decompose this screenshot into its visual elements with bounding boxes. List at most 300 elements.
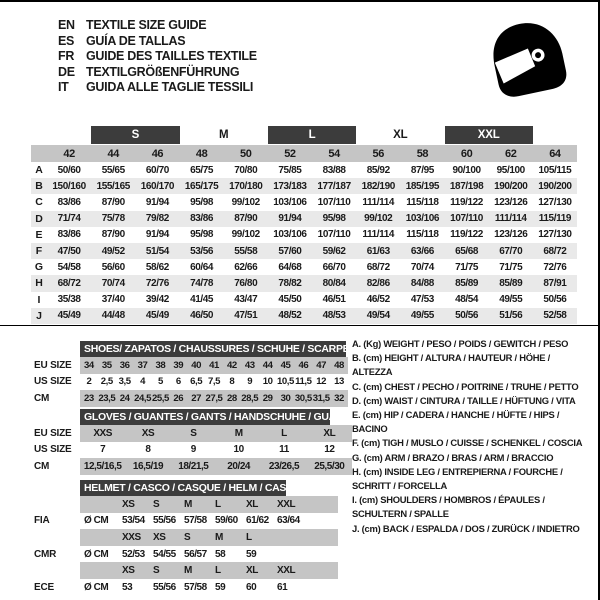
table-title: SHOES/ ZAPATOS / CHAUSSURES / SCHUHE / SCARPE [80,341,346,357]
cell-value: 44/48 [101,310,125,322]
cell-value: 85/89 [455,277,479,289]
cell-value: 70/74 [410,261,434,273]
cell-value: 83/86 [190,213,214,225]
size-label: M [184,565,192,577]
cell-value: 59 [246,548,257,560]
language-code: DE [58,64,75,79]
cell-value: 32 [334,392,344,404]
cell-value: 28,5 [241,392,259,404]
cell-value: 24 [119,392,130,404]
cell-value: 3,5 [118,376,131,388]
row-label: H [35,277,43,290]
cell-value: 55/65 [101,164,125,176]
size-group-m: M [218,129,229,141]
language-row [58,49,257,65]
cell-value: 84/88 [410,277,434,289]
cell-value: XS [141,427,155,439]
row-label-spacer [31,145,47,162]
cell-value: 5 [157,376,163,388]
cell-value: 87/90 [101,229,125,241]
row-cells [80,546,338,563]
table-title: HELMET / CASCO / CASQUE / HELM / CASCO [80,480,286,496]
cell-value: 60/70 [145,164,169,176]
cell-value: 10 [233,444,244,456]
cell-value: 155/165 [96,180,130,192]
cell-value: 187/198 [449,180,484,192]
row-label: CM [34,460,50,472]
language-title-list [58,18,257,96]
row-cells [80,529,338,546]
cell-value: 54/58 [57,261,81,273]
size-label: S [153,498,160,510]
language-code: FR [58,49,75,63]
cell-value: 83/86 [57,229,81,241]
cell-value: 45 [280,359,291,371]
cell-value: 56/60 [101,261,125,273]
cell-value: 70/74 [101,277,125,289]
cell-value: 111/114 [494,213,527,225]
cell-value: 23 [84,392,94,404]
cell-value: 41/45 [190,294,214,306]
legend-item: D. (cm) WAIST / CINTURA / TAILLE / HÜFTUNG / VITA [352,394,576,406]
language-row [58,18,257,34]
cell-value: XXS [93,427,112,439]
size-label: XS [122,565,135,577]
cell-value: 59/60 [215,515,238,527]
cell-value: 40 [191,359,202,371]
textile-size-table [31,126,577,324]
cell-value: 177/187 [317,180,351,192]
cell-value: 10 [262,376,273,388]
measurement-legend [352,337,590,536]
cell-value: 91/94 [145,196,169,208]
row-cells [80,442,352,459]
language-title: GUIDA ALLE TAGLIE TESSILI [86,80,254,94]
column-header: 46 [151,147,164,160]
cell-value: 91/94 [278,213,302,225]
cell-value: 66/70 [322,261,346,273]
cell-value: 85/89 [499,277,523,289]
cell-value: 123/126 [494,229,528,241]
cell-value: 27 [191,392,202,404]
column-header: 60 [460,147,473,160]
cell-value: 95/98 [190,196,214,208]
cell-value: 60 [246,581,257,593]
cell-value: 2 [86,376,92,388]
table-row [31,194,577,210]
cell-value: 56/57 [184,548,207,560]
cell-value: 39/42 [145,294,169,306]
cell-value: 87/95 [410,164,434,176]
cell-value: 26 [173,392,184,404]
size-label: L [215,498,221,510]
row-label: I [37,293,41,306]
size-group-s: S [91,126,179,144]
cell-value: 7,5 [207,376,220,388]
legend-item: A. (Kg) WEIGHT / PESO / POIDS / GEWITCH / PESO [352,338,569,349]
cell-value: 6 [175,376,181,388]
row-label: US SIZE [34,444,72,456]
row-cells [80,496,338,513]
column-header: 48 [195,147,208,160]
table-row [34,357,348,374]
language-row [58,80,257,96]
cell-value: 74/78 [190,277,214,289]
row-label: US SIZE [34,376,72,388]
cell-value: 42 [226,359,237,371]
column-header: 56 [372,147,384,160]
cell-value: 107/110 [450,213,483,225]
size-label: L [246,531,252,543]
legend-item: E. (cm) HIP / CADERA / HANCHE / HÜFTE / HIPS / BACINO [352,409,560,435]
cell-value: 9 [247,376,253,388]
cell-value: 61 [277,581,288,593]
language-title: GUÍA DE TALLAS [86,33,186,48]
cell-value: 25,5 [151,392,169,404]
row-label: D [35,212,43,225]
cell-value: 115/118 [406,229,439,241]
language-code: ES [58,33,75,48]
cell-value: 2,5 [100,376,113,388]
size-label: L [215,565,221,577]
language-title: GUIDE DES TAILLES TEXTILE [86,49,257,63]
table-row [31,292,577,308]
cell-value: 83/86 [57,196,81,208]
cell-value: 103/106 [273,229,307,241]
cell-value: 170/180 [229,180,263,192]
cell-value: 79/82 [145,213,169,225]
size-label: XL [246,565,258,577]
language-title: TEXTILE SIZE GUIDE [86,18,207,32]
section-divider [0,325,600,327]
row-cells [80,562,338,579]
row-label [34,529,80,546]
cell-value: 150/160 [52,180,86,192]
cell-value: 35/38 [57,294,81,306]
table-row [31,178,577,194]
table-title: GLOVES / GUANTES / GANTS / HANDSCHUHE / GUANTI [80,409,330,425]
cell-value: 87/90 [234,213,258,225]
cell-value: 49/52 [101,245,125,257]
size-label: S [184,531,191,543]
cell-value: 53 [122,581,133,593]
cell-value: 127/130 [538,196,572,208]
cell-value: 23,5 [98,392,116,404]
legend-item: F. (cm) TIGH / MUSLO / CUISSE / SCHENKEL / COSCIA [352,437,583,449]
legend-item: H. (cm) INSIDE LEG / ENTREPIERNA / FOURCHE / SCHRITT / FORCELLA [352,465,563,492]
cell-value: 82/86 [366,277,390,289]
table-row [34,425,352,442]
cell-value: 111/114 [362,229,395,241]
cell-value: 24,5 [134,392,151,404]
cell-value: 127/130 [538,229,572,241]
unit-label: Ø CM [84,548,109,560]
legend-item: B. (cm) HEIGHT / ALTURA / HAUTEUR / HÖHE / ALTEZZA [352,352,551,378]
row-cells [80,513,338,530]
cell-value: 59/62 [322,245,346,257]
cell-value: 47/50 [57,245,81,257]
cell-value: 51/54 [145,245,169,257]
cell-value: 50/60 [57,164,81,176]
cell-value: 46 [298,359,309,371]
row-label: A [35,164,43,177]
cell-value: M [234,427,243,439]
cell-value: 46/52 [366,294,390,306]
unit-label: Ø CM [84,515,109,527]
row-cells [80,390,348,407]
size-label: M [215,531,223,543]
cell-value: 57/58 [184,581,207,593]
cell-value: 68/72 [57,277,81,289]
cell-value: 57/60 [278,245,302,257]
cell-value: 43 [244,359,255,371]
table-row [34,390,348,407]
cell-value: 103/106 [405,213,440,225]
cell-value: 18/21,5 [178,460,209,472]
size-label: S [153,565,160,577]
cell-value: 8 [229,376,235,388]
cell-value: 45/49 [145,310,169,322]
row-label: J [36,309,42,322]
column-header: 52 [284,147,296,160]
cell-value: 95/98 [190,229,214,241]
table-row [31,259,577,275]
table-row [31,308,577,324]
shoes-size-table [34,341,348,407]
cell-value: 38 [155,359,166,371]
cell-value: 75/78 [101,213,125,225]
cell-value: 27,5 [205,392,223,404]
table-row [31,227,577,243]
cell-value: 75/85 [278,164,302,176]
cell-value: 165/175 [184,180,219,192]
table-row [34,458,352,475]
cell-value: 34 [84,359,94,371]
helmet-size-table [34,480,338,596]
helmet-size-row [34,496,338,513]
cell-value: 72/76 [145,277,169,289]
cell-value: 61/63 [366,245,390,257]
column-header: 50 [240,147,252,160]
cell-value: 107/110 [317,196,351,208]
cell-value: 63/66 [410,245,434,257]
cell-value: 65/75 [190,164,214,176]
cell-value: 95/98 [322,213,346,225]
cell-value: 11 [279,444,289,456]
column-header-row [31,145,577,162]
cell-value: 87/90 [101,196,125,208]
cell-value: 29 [262,392,273,404]
cell-value: 87/91 [543,277,567,289]
row-cells [80,458,352,475]
cell-value: 50/56 [455,310,479,322]
cell-value: 123/126 [494,196,528,208]
cell-value: 49/55 [499,294,523,306]
row-label: CMR [34,548,57,560]
cell-value: 61/62 [246,515,269,527]
row-label [34,496,80,513]
size-label: XXL [277,498,296,510]
cell-value: 47/51 [234,310,258,322]
column-header: 62 [505,147,517,160]
cell-value: 103/106 [273,196,307,208]
table-row [34,374,348,391]
language-code: EN [58,18,75,32]
cell-value: 71/74 [57,213,81,225]
cell-value: 65/68 [455,245,479,257]
cell-value: 91/94 [145,229,169,241]
cell-value: 60/64 [190,261,214,273]
cell-value: 39 [173,359,184,371]
cell-value: 45/50 [278,294,302,306]
row-label: E [35,228,43,241]
cell-value: XL [323,427,336,439]
cell-value: 80/84 [322,277,346,289]
row-label: FIA [34,515,50,527]
row-cells [80,357,348,374]
unit-label: Ø CM [84,581,109,593]
cell-value: 7 [100,444,106,456]
cell-value: 36 [119,359,130,371]
cell-value: 115/118 [406,196,439,208]
legend-item: C. (cm) CHEST / PECHO / POITRINE / TRUHE / PETTO [352,380,579,392]
cell-value: 52/53 [122,548,145,560]
cell-value: 190/200 [494,180,528,192]
cell-value: 71/75 [499,261,523,273]
cell-value: 68/72 [543,245,567,257]
cell-value: 160/170 [140,180,175,192]
cell-value: 68/72 [366,261,390,273]
cell-value: 107/110 [317,229,351,241]
cell-value: 11,5 [295,376,312,388]
size-label: XXL [277,565,296,577]
helmet-value-row [34,579,338,596]
helmet-icon [484,16,570,106]
table-row [34,442,352,459]
cell-value: 58/62 [145,261,169,273]
column-header: 54 [328,147,340,160]
size-label: XS [122,498,135,510]
cell-value: 37/40 [101,294,125,306]
cell-value: 10,5 [277,376,294,388]
cell-value: 55/58 [234,245,258,257]
cell-value: 28 [226,392,237,404]
cell-value: 53/54 [122,515,145,527]
cell-value: 12 [316,376,327,388]
cell-value: 63/64 [277,515,300,527]
cell-value: 95/100 [496,164,525,176]
cell-value: 46/50 [190,310,214,322]
cell-value: 78/82 [278,277,302,289]
cell-value: 47 [316,359,327,371]
gloves-size-table [34,409,352,475]
cell-value: 59 [215,581,226,593]
cell-value: 30,5 [294,392,312,404]
helmet-value-row [34,546,338,563]
table-row [31,211,577,227]
cell-value: 173/183 [273,180,307,192]
language-row [58,34,257,50]
cell-value: 54/55 [153,548,176,560]
cell-value: S [190,427,197,439]
cell-value: 71/75 [455,261,479,273]
cell-value: 12,5/16,5 [83,460,122,472]
cell-value: 99/102 [231,196,260,208]
helmet-size-row [34,529,338,546]
cell-value: 13 [334,376,344,388]
cell-value: 70/80 [234,164,258,176]
cell-value: 20/24 [227,460,251,472]
cell-value: 76/80 [234,277,258,289]
language-code: IT [58,80,69,94]
cell-value: 4 [140,376,145,388]
cell-value: 90/100 [452,164,481,176]
cell-value: 62/66 [234,261,258,273]
cell-value: 58 [215,548,226,560]
cell-value: 25,5/30 [314,460,345,472]
row-label: EU SIZE [34,359,72,371]
cell-value: 49/55 [410,310,434,322]
cell-value: 48/52 [278,310,302,322]
cell-value: 83/88 [322,164,346,176]
cell-value: 44 [262,359,273,371]
cell-value: 16,5/19 [132,460,164,472]
cell-value: 51/56 [499,310,523,322]
cell-value: 9 [190,444,196,456]
legend-item: I. (cm) SHOULDERS / HOMBROS / ÉPAULES / SCHULTERN / SPALLE [352,494,545,520]
column-header: 42 [63,147,75,160]
row-label: C [35,196,43,209]
row-label [34,562,80,579]
cell-value: 49/54 [366,310,390,322]
cell-value: 57/58 [184,515,207,527]
cell-value: 23/26,5 [268,460,300,472]
column-header: 58 [416,147,429,160]
row-label: F [35,245,43,258]
cell-value: 115/119 [538,213,572,225]
table-row [31,243,577,259]
cell-value: 48/54 [455,294,479,306]
row-label: G [34,261,44,274]
cell-value: 182/190 [361,180,395,192]
cell-value: 35 [101,359,112,371]
size-group-header [31,126,577,144]
cell-value: 30 [280,392,291,404]
cell-value: 190/200 [538,180,572,192]
cell-value: 45/49 [57,310,81,322]
row-label: ECE [34,581,54,593]
cell-value: 47/53 [410,294,434,306]
size-label: M [184,498,192,510]
language-row [58,65,257,81]
cell-value: 185/195 [405,180,440,192]
row-label: EU SIZE [34,427,72,439]
row-cells [80,425,352,442]
cell-value: 50/56 [543,294,567,306]
cell-value: 37 [137,359,148,371]
row-cells [80,374,348,391]
cell-value: 111/114 [362,196,395,208]
table-row [31,162,577,178]
cell-value: 99/102 [231,229,260,241]
helmet-value-row [34,513,338,530]
cell-value: 105/115 [538,164,572,176]
helmet-size-row [34,562,338,579]
cell-value: 31,5 [312,392,330,404]
cell-value: L [281,427,287,439]
column-header: 44 [107,147,119,160]
cell-value: 99/102 [364,213,393,225]
